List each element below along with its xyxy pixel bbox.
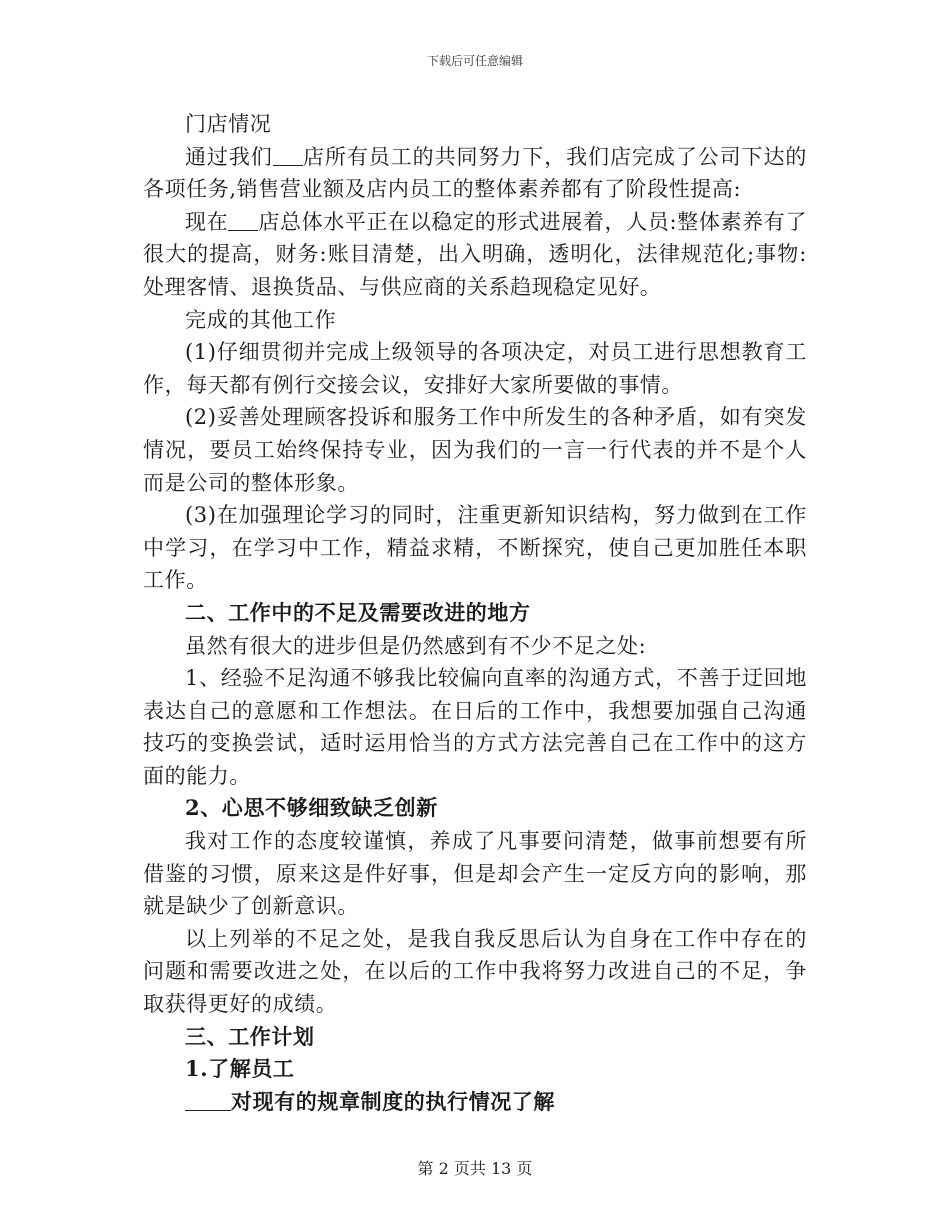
paragraph-text: 对现有的规章制度的执行情况了解 xyxy=(231,1088,555,1114)
paragraph-text: 现在 xyxy=(185,209,229,234)
paragraph-text: 1.了解员工 xyxy=(185,1056,295,1082)
paragraph-text: 店总体水平正在以稳定的形式进展着，人员:整体素养有了很大的提高，财务:账目清楚，出入明确，透明化，法律规范化;事物:处理客情、退换货品、与供应商的关系趋现稳定见好。 xyxy=(143,209,807,299)
paragraph-text: 2、心思不够细致缺乏创新 xyxy=(185,795,438,821)
subheading-rules-review xyxy=(143,1086,807,1119)
section-heading-other-work xyxy=(143,304,807,337)
subheading-know-staff xyxy=(143,1053,807,1086)
paragraph-text: 门店情况 xyxy=(185,112,272,136)
paragraph-text: (2)妥善处理顾客投诉和服务工作中所发生的各种矛盾，如有突发情况，要员工始终保持专业，因为我们的一言一行代表的并不是个人而是公司的整体形象。 xyxy=(143,405,807,495)
paragraph-attitude xyxy=(143,825,807,923)
paragraph-text: (3)在加强理论学习的同时，注重更新知识结构，努力做到在工作中学习，在学习中工作，精益求精，不断探究，使自己更加胜任本职工作。 xyxy=(143,503,807,593)
section-heading-shortcomings xyxy=(143,597,807,630)
paragraph-communication xyxy=(143,662,807,792)
paragraph-shortcomings-intro xyxy=(143,630,807,663)
paragraph-text: 通过我们 xyxy=(185,144,273,169)
section-heading-store-status xyxy=(143,108,807,141)
paragraph-text: 二、工作中的不足及需要改进的地方 xyxy=(185,599,531,625)
fill-blank xyxy=(185,1090,231,1111)
paragraph-text: 三、工作计划 xyxy=(185,1023,315,1049)
paragraph-current-level xyxy=(143,206,807,304)
page-header: 下载后可任意编辑 xyxy=(426,54,523,68)
section-heading-work-plan xyxy=(143,1021,807,1054)
paragraph-reflection xyxy=(143,923,807,1021)
paragraph-text: (1)仔细贯彻并完成上级领导的各项决定，对员工进行思想教育工作，每天都有例行交接会议，安排好大家所要做的事情。 xyxy=(143,340,807,397)
fill-blank xyxy=(228,210,258,231)
paragraph-text: 以上列举的不足之处，是我自我反思后认为自身在工作中存在的问题和需要改进之处，在以后的工作中我将努力改进自己的不足，争取获得更好的成绩。 xyxy=(143,926,807,1017)
paragraph-item-2 xyxy=(143,401,807,499)
paragraph-text: 虽然有很大的进步但是仍然感到有不少不足之处: xyxy=(185,633,647,658)
paragraph-text: 1、经验不足沟通不够我比较偏向直率的沟通方式，不善于迂回地表达自己的意愿和工作想法。在日后的工作中，我想要加强自己沟通技巧的变换尝试，适时运用恰当的方式方法完善自己在工作中的这方面的能力。 xyxy=(143,666,807,788)
paragraph-item-1 xyxy=(143,336,807,401)
document-body xyxy=(143,108,807,1118)
paragraph-text: 店所有员工的共同努力下，我们店完成了公司下达的各项任务,销售营业额及店内员工的整体素养都有了阶段性提高: xyxy=(143,144,807,202)
subheading-innovation xyxy=(143,792,807,825)
paragraph-item-3 xyxy=(143,499,807,597)
page-footer: 第 2 页共 13 页 xyxy=(417,1159,533,1178)
paragraph-text: 完成的其他工作 xyxy=(185,307,337,332)
fill-blank xyxy=(273,145,303,166)
paragraph-overview xyxy=(143,141,807,206)
paragraph-text: 我对工作的态度较谨慎，养成了凡事要问清楚，做事前想要有所借鉴的习惯，原来这是件好事，但是却会产生一定反方向的影响，那就是缺少了创新意识。 xyxy=(143,829,807,919)
